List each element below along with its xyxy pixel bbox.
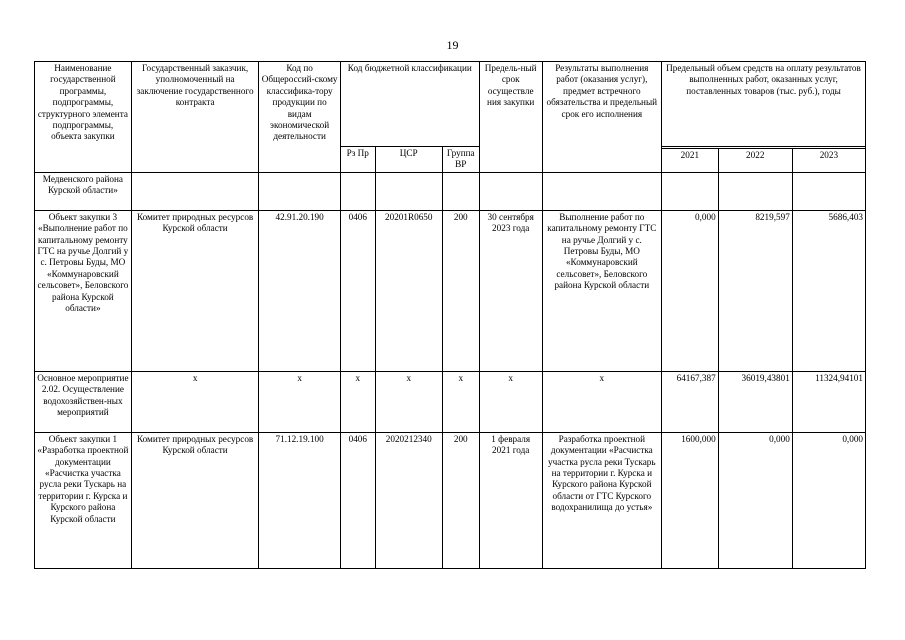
cell-results: Выполнение работ по капитальному ремонту ГТС на ручье Долгий у с. Петровы Буды, МО «Коммунаровский сельсовет», Беловского района Курской области	[542, 210, 661, 371]
header-vr: Группа ВР	[442, 147, 479, 173]
cell-name: Объект закупки 1 «Разработка проектной документации «Расчистка участка русла реки Тускарь на территории г. Курска и Курского района Курской области	[35, 432, 132, 568]
table-row	[35, 210, 866, 371]
cell-2023: 11324,94101	[792, 371, 865, 432]
cell-rz-pr	[340, 172, 375, 210]
cell-rz-pr: 0406	[340, 432, 375, 568]
table-row	[35, 432, 866, 568]
cell-okpd	[259, 172, 340, 210]
header-budget-code: Код бюджетной классификации	[340, 62, 479, 147]
header-customer: Государственный заказчик, уполномоченный на заключение государственного контракта	[131, 62, 259, 173]
cell-results: х	[542, 371, 661, 432]
cell-rz-pr: 0406	[340, 210, 375, 371]
cell-customer: Комитет природных ресурсов Курской области	[131, 432, 259, 568]
header-csr: ЦСР	[375, 147, 442, 173]
header-funding: Предельный объем средств на оплату результатов выполненных работ, оказанных услуг, поставленных товаров (тыс. руб.), годы	[662, 62, 866, 147]
cell-2023	[792, 172, 865, 210]
header-rz-pr: Рз Пр	[340, 147, 375, 173]
cell-csr: 20201R0650	[375, 210, 442, 371]
cell-name: Медвенского района Курской области»	[35, 172, 132, 210]
cell-customer	[131, 172, 259, 210]
cell-2023: 5686,403	[792, 210, 865, 371]
cell-okpd: х	[259, 371, 340, 432]
cell-2021: 64167,387	[662, 371, 719, 432]
cell-vr: 200	[442, 432, 479, 568]
cell-name: Основное мероприятие 2.02. Осуществление водохозяйствен-ных мероприятий	[35, 371, 132, 432]
cell-deadline: 1 февраля 2021 года	[479, 432, 542, 568]
table-row	[35, 172, 866, 210]
cell-name: Объект закупки 3 «Выполнение работ по капитальному ремонту ГТС на ручье Долгий у с. Петровы Буды, МО «Коммунаровский сельсовет», Беловского района Курской области»	[35, 210, 132, 371]
header-okpd: Код по Общероссий-скому классифика-тору продукции по видам экономической деятельности	[259, 62, 340, 173]
header-year-2021: 2021	[662, 148, 719, 172]
page-number: 19	[446, 38, 459, 52]
cell-csr	[375, 172, 442, 210]
cell-2021	[662, 172, 719, 210]
cell-2022: 0,000	[718, 432, 792, 568]
cell-results	[542, 172, 661, 210]
cell-results: Разработка проектной документации «Расчистка участка русла реки Тускарь на территории г. Курска и Курского района Курской области от ГТС Курского водохранилища до устья»	[542, 432, 661, 568]
cell-customer: х	[131, 371, 259, 432]
cell-rz-pr: х	[340, 371, 375, 432]
cell-deadline	[479, 172, 542, 210]
cell-2021: 0,000	[662, 210, 719, 371]
cell-2022: 8219,597	[718, 210, 792, 371]
cell-2023: 0,000	[792, 432, 865, 568]
table-row	[35, 371, 866, 432]
cell-vr: 200	[442, 210, 479, 371]
header-name: Наименование государственной программы, подпрограммы, структурного элемента подпрограммы, объекта закупки	[35, 62, 132, 173]
cell-csr: 2020212340	[375, 432, 442, 568]
cell-vr	[442, 172, 479, 210]
header-results: Результаты выполнения работ (оказания услуг), предмет встречного обязательства и предельный срок его исполнения	[542, 62, 661, 173]
cell-deadline: х	[479, 371, 542, 432]
cell-okpd: 42.91.20.190	[259, 210, 340, 371]
cell-deadline: 30 сентября 2023 года	[479, 210, 542, 371]
cell-okpd: 71.12.19.100	[259, 432, 340, 568]
procurement-table	[34, 61, 866, 569]
header-year-2022: 2022	[718, 148, 792, 172]
header-year-2023: 2023	[792, 148, 865, 172]
cell-vr: х	[442, 371, 479, 432]
cell-2022: 36019,43801	[718, 371, 792, 432]
cell-customer: Комитет природных ресурсов Курской области	[131, 210, 259, 371]
cell-2022	[718, 172, 792, 210]
header-deadline: Предель-ный срок осуществле ния закупки	[479, 62, 542, 173]
cell-2021: 1600,000	[662, 432, 719, 568]
cell-csr: х	[375, 371, 442, 432]
